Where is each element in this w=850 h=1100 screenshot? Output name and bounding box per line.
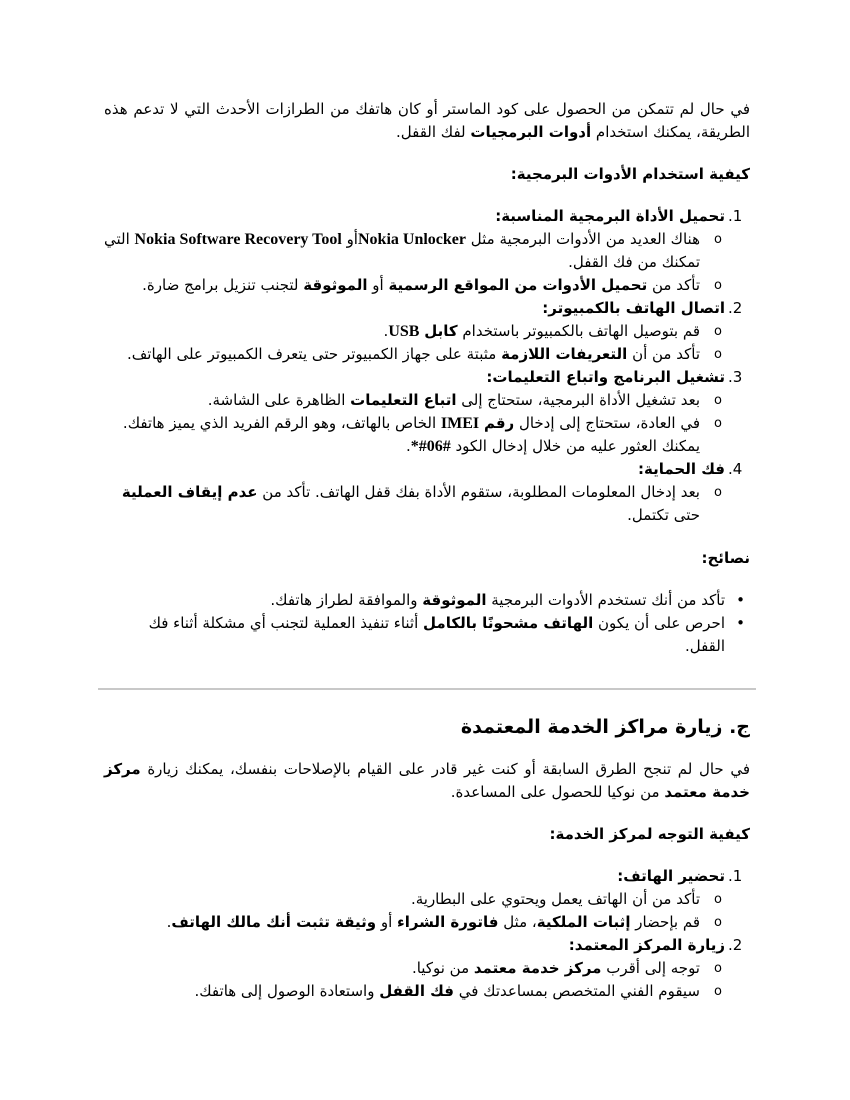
step-number: 2. bbox=[728, 299, 743, 317]
step-item bbox=[104, 205, 743, 297]
sub-item: o بعد تشغيل الأداة البرمجية، ستحتاج إلى اتباع التعليمات الظاهرة على الشاشة. bbox=[104, 389, 700, 412]
sub-item: o تأكد من تحميل الأدوات من المواقع الرسمية أو الموثوقة لتجنب تنزيل برامج ضارة. bbox=[104, 274, 700, 297]
step-sub-list bbox=[104, 481, 725, 527]
intro-paragraph: في حال لم تتمكن من الحصول على كود الماستر أو كان هاتفك من الطرازات الأحدث التي لا تدعم هذه الطريقة، يمكنك استخدام أدوات البرمجيات لفك القفل. bbox=[104, 100, 750, 141]
step-number: 1. bbox=[728, 867, 743, 885]
step-item bbox=[104, 458, 743, 527]
step-title: فك الحماية: bbox=[637, 460, 725, 478]
sub-item: o تأكد من أن التعريفات اللازمة مثبتة على جهاز الكمبيوتر حتى يتعرف الكمبيوتر على الهاتف. bbox=[104, 343, 700, 366]
step-item bbox=[104, 297, 743, 366]
step-title: تحميل الأداة البرمجية المناسبة: bbox=[495, 207, 725, 225]
tips-list bbox=[104, 589, 750, 658]
step-sub-list bbox=[104, 888, 725, 934]
step-sub-list bbox=[104, 957, 725, 1003]
step-item bbox=[104, 865, 743, 934]
step-title: تشغيل البرنامج واتباع التعليمات: bbox=[486, 368, 725, 386]
section-c-title: ج. زيارة مراكز الخدمة المعتمدة bbox=[460, 716, 750, 738]
sub-item: o في العادة، ستحتاج إلى إدخال رقم IMEI الخاص بالهاتف، وهو الرقم الفريد الذي يميز هاتفك. يمكنك العثور عليه من خلال إدخال الكود *#06#. bbox=[104, 412, 700, 458]
step-item bbox=[104, 366, 743, 458]
section-c-intro: في حال لم تنجح الطرق السابقة أو كنت غير قادر على القيام بالإصلاحات بنفسك، يمكنك زيارة مركز خدمة معتمد من نوكيا للحصول على المساعدة. bbox=[104, 760, 750, 801]
step-number: 1. bbox=[728, 207, 743, 225]
step-number: 2. bbox=[728, 936, 743, 954]
software-steps-list bbox=[104, 205, 750, 527]
sub-item: o توجه إلى أقرب مركز خدمة معتمد من نوكيا. bbox=[104, 957, 700, 980]
service-steps-list bbox=[104, 865, 750, 1003]
step-number: 3. bbox=[728, 368, 743, 386]
step-sub-list bbox=[104, 389, 725, 458]
tip-item: • تأكد من أنك تستخدم الأدوات البرمجية الموثوقة والموافقة لطراز هاتفك. bbox=[104, 589, 725, 612]
tip-item: • احرص على أن يكون الهاتف مشحونًا بالكامل أثناء تنفيذ العملية لتجنب أي مشكلة أثناء فك القفل. bbox=[104, 612, 725, 658]
step-title: تحضير الهاتف: bbox=[617, 867, 725, 885]
step-title: اتصال الهاتف بالكمبيوتر: bbox=[542, 299, 725, 317]
document-content bbox=[104, 98, 750, 1013]
software-heading: كيفية استخدام الأدوات البرمجية: bbox=[510, 165, 750, 183]
sub-item: o قم بتوصيل الهاتف بالكمبيوتر باستخدام كابل USB. bbox=[104, 320, 700, 343]
sub-item: o سيقوم الفني المتخصص بمساعدتك في فك القفل واستعادة الوصول إلى هاتفك. bbox=[104, 980, 700, 1003]
step-sub-list bbox=[104, 228, 725, 297]
step-item bbox=[104, 934, 743, 1003]
sub-item: o بعد إدخال المعلومات المطلوبة، ستقوم الأداة بفك قفل الهاتف. تأكد من عدم إيقاف العملية حتى تكتمل. bbox=[104, 481, 700, 527]
service-heading: كيفية التوجه لمركز الخدمة: bbox=[549, 825, 750, 843]
step-title: زيارة المركز المعتمد: bbox=[568, 936, 725, 954]
tips-heading: نصائح: bbox=[701, 549, 750, 567]
section-divider bbox=[98, 688, 756, 690]
step-sub-list bbox=[104, 320, 725, 366]
sub-item: o قم بإحضار إثبات الملكية، مثل فاتورة الشراء أو وثيقة تثبت أنك مالك الهاتف. bbox=[104, 911, 700, 934]
sub-item: o تأكد من أن الهاتف يعمل ويحتوي على البطارية. bbox=[104, 888, 700, 911]
step-number: 4. bbox=[728, 460, 743, 478]
sub-item: o هناك العديد من الأدوات البرمجية مثل Nokia Unlockerأو Nokia Software Recovery Tool التي تمكنك من فك القفل. bbox=[104, 228, 700, 274]
